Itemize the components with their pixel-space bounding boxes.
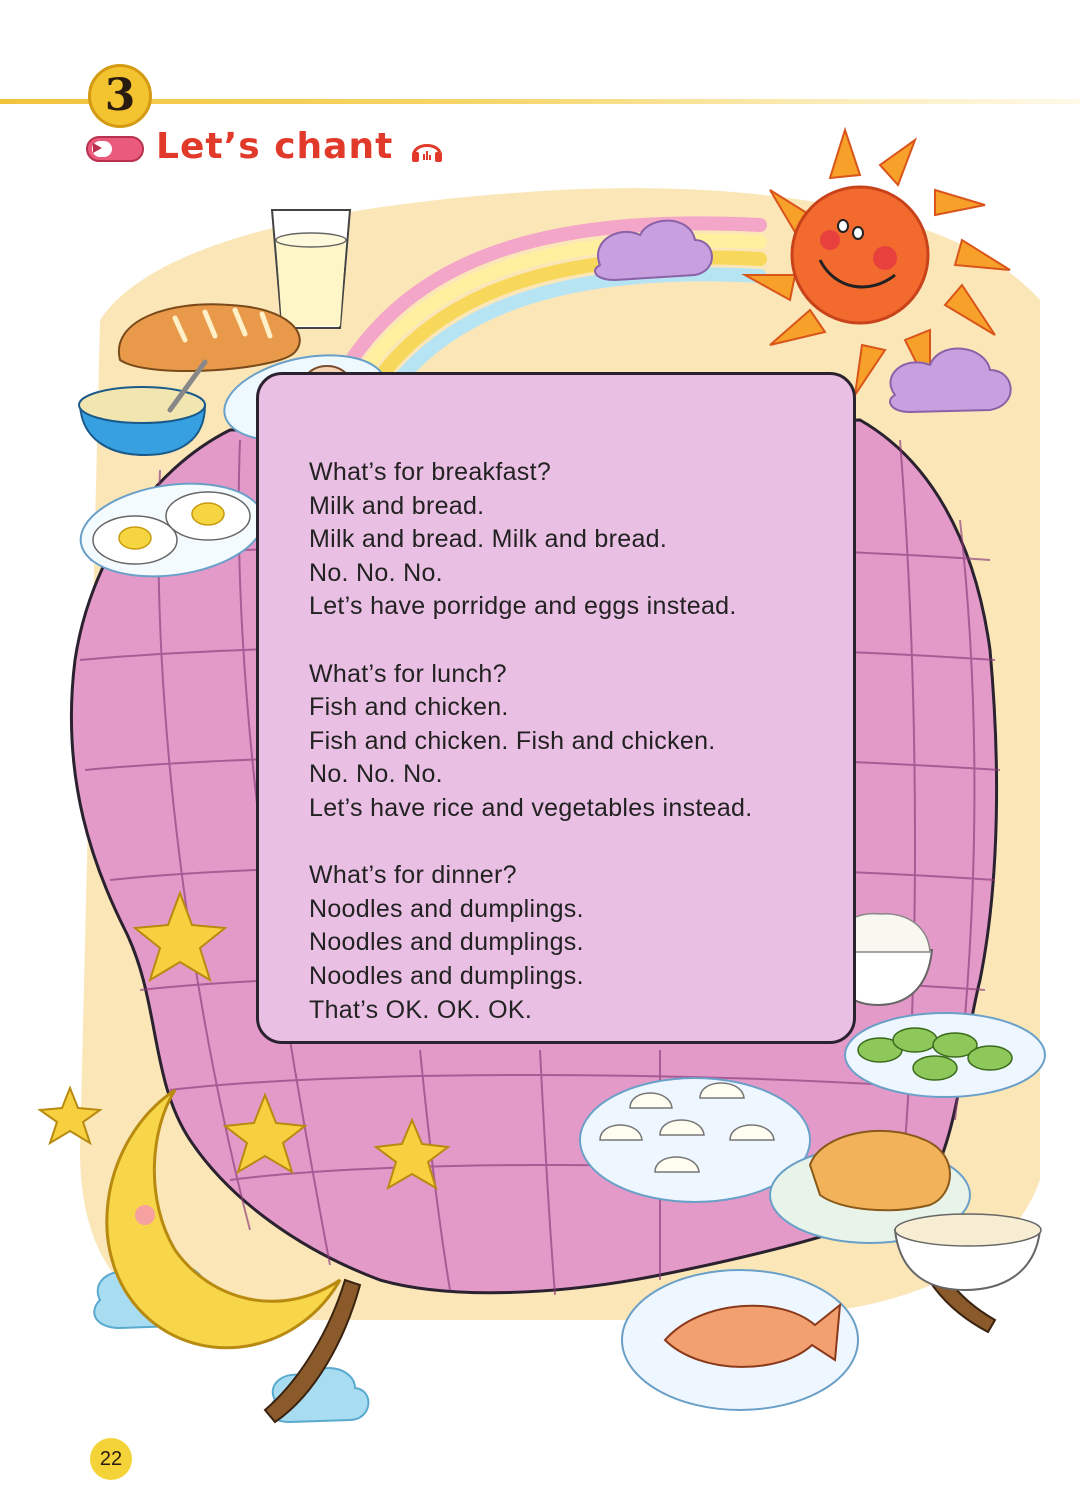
page-number: 22 xyxy=(99,1447,123,1470)
moon-cheek xyxy=(135,1205,155,1225)
chant-line: That’s OK. OK. OK. xyxy=(309,995,533,1024)
chant-line: Let’s have porridge and eggs instead. xyxy=(309,592,737,621)
chant-line: Milk and bread. xyxy=(309,491,485,520)
chant-line: What’s for dinner? xyxy=(309,861,517,890)
stanza-lunch xyxy=(309,658,869,826)
chant-line: Let’s have rice and vegetables instead. xyxy=(309,793,753,822)
chant-line: No. No. No. xyxy=(309,760,443,789)
chant-line: No. No. No. xyxy=(309,558,443,587)
chant-line: Noodles and dumplings. xyxy=(309,961,584,990)
chant-line: What’s for breakfast? xyxy=(309,458,552,486)
play-icon xyxy=(93,143,102,153)
stanza-dinner xyxy=(309,859,869,1027)
milk-glass xyxy=(272,210,350,328)
chant-line: Fish and chicken. Fish and chicken. xyxy=(309,726,716,755)
chant-line: Milk and bread. Milk and bread. xyxy=(309,525,668,554)
chant-line: Noodles and dumplings. xyxy=(309,894,584,923)
fish-plate xyxy=(622,1270,858,1410)
chant-text xyxy=(309,456,869,1027)
chant-line: Fish and chicken. xyxy=(309,693,509,722)
lesson-number: 3 xyxy=(104,70,136,121)
section-title: Let’s chant xyxy=(156,126,394,167)
vegetables-plate xyxy=(845,1013,1045,1097)
headphones-icon xyxy=(410,134,444,164)
lesson-number-badge xyxy=(88,64,152,128)
chant-line: Noodles and dumplings. xyxy=(309,928,584,957)
chant-line: What’s for lunch? xyxy=(309,659,507,688)
stanza-breakfast xyxy=(309,456,869,624)
header-rule xyxy=(0,99,1080,104)
page-number-badge xyxy=(90,1438,132,1480)
